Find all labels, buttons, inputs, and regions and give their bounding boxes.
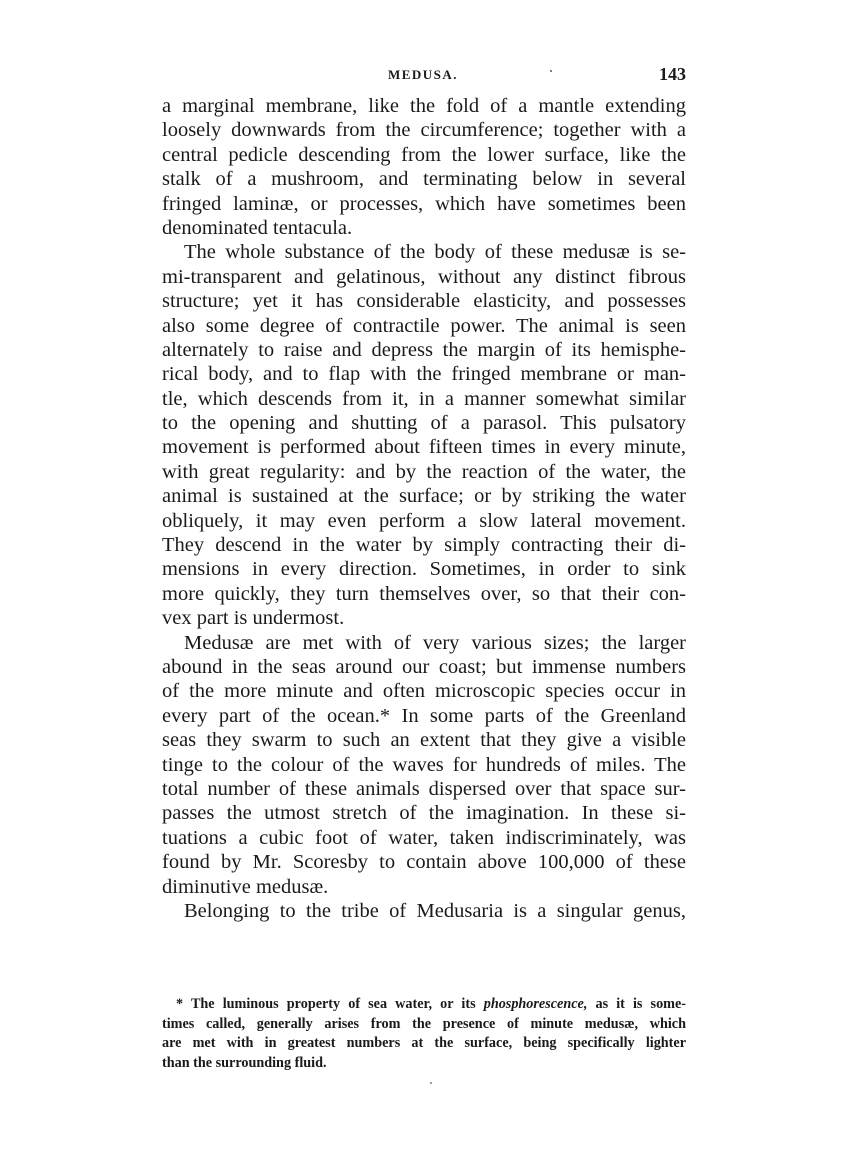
text-line: fringed laminæ, or processes, which have sometimes been (162, 192, 686, 215)
text-line: with great regularity: and by the reaction of the water, the (162, 460, 686, 483)
text-line: vex part is undermost. (162, 607, 345, 630)
text-line: alternately to raise and depress the margin of its hemisphe- (162, 338, 686, 361)
paragraph-start-line: The whole substance of the body of these medusæ is se- (184, 241, 686, 264)
text-line: movement is performed about fifteen times in every minute, (162, 436, 686, 459)
footnote-line: are met with in greatest numbers at the surface, being specifically lighter (162, 1035, 686, 1052)
paragraph-start-line: Medusæ are met with of very various sizes; the larger (184, 631, 686, 654)
text-line: mensions in every direction. Sometimes, in order to sink (162, 558, 686, 581)
text-line: diminutive medusæ. (162, 875, 329, 898)
text-line: seas they swarm to such an extent that they give a visible (162, 729, 686, 752)
text-line: structure; yet it has considerable elasticity, and possesses (162, 290, 686, 313)
text-line: tle, which descends from it, in a manner somewhat similar (162, 387, 686, 410)
page-number: 143 (659, 64, 686, 84)
text-line: tinge to the colour of the waves for hundreds of miles. The (162, 753, 686, 776)
header-dot (550, 70, 552, 72)
paragraph-start-line: Belonging to the tribe of Medusaria is a singular genus, (184, 899, 686, 922)
text-line: loosely downwards from the circumference; together with a (162, 119, 686, 142)
text-line: of the more minute and often microscopic species occur in (162, 680, 686, 703)
running-head (160, 64, 686, 86)
footnote-text: * The luminous property of sea water, or its (176, 996, 484, 1012)
footnote-line: times called, generally arises from the presence of minute medusæ, which (162, 1015, 686, 1032)
footnote-italic-term: phosphorescence, (483, 996, 588, 1012)
text-line: abound in the seas around our coast; but immense numbers (162, 655, 686, 678)
text-line: found by Mr. Scoresby to contain above 100,000 of these (162, 851, 686, 874)
text-line: central pedicle descending from the lower surface, like the (162, 143, 686, 166)
print-speck (430, 1082, 432, 1084)
footnote (162, 995, 686, 1073)
body-text (162, 94, 686, 923)
text-line: passes the utmost stretch of the imagination. In these si- (162, 802, 686, 825)
text-line: every part of the ocean.* In some parts of the Greenland (162, 704, 686, 727)
footnote-text: as it is some- (587, 996, 686, 1012)
text-line: tuations a cubic foot of water, taken indiscriminately, was (162, 826, 686, 849)
text-line: mi-transparent and gelatinous, without any distinct fibrous (162, 265, 686, 288)
running-title: MEDUSA. (387, 67, 459, 82)
text-line: more quickly, they turn themselves over, so that their con- (162, 582, 686, 605)
footnote-line: than the surrounding fluid. (162, 1054, 327, 1071)
text-line: animal is sustained at the surface; or by striking the water (162, 485, 686, 508)
text-line: to the opening and shutting of a parasol. This pulsatory (162, 412, 686, 435)
text-line: They descend in the water by simply contracting their di- (162, 534, 686, 557)
text-line: denominated tentacula. (162, 216, 353, 239)
text-line: obliquely, it may even perform a slow lateral movement. (162, 509, 686, 532)
text-line: also some degree of contractile power. The animal is seen (162, 314, 686, 337)
footnote-line (162, 995, 686, 1015)
text-line: total number of these animals dispersed over that space sur- (162, 777, 686, 800)
text-line: a marginal membrane, like the fold of a mantle extending (162, 95, 686, 117)
text-line: stalk of a mushroom, and terminating below in several (162, 168, 686, 191)
text-line: rical body, and to flap with the fringed membrane or man- (162, 363, 686, 386)
